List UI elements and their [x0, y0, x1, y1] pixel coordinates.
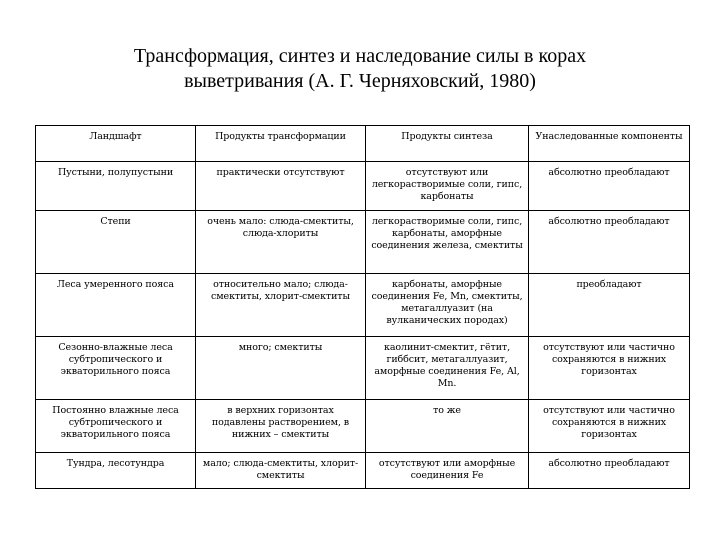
table-cell: очень мало: слюда-смектиты, слюда-хлориты [196, 211, 366, 274]
table-cell: абсолютно преобладают [529, 162, 690, 211]
table-cell: отсутствуют или частично сохраняются в нижних горизонтах [529, 337, 690, 400]
table-cell: отсутствуют или аморфные соединения Fe [366, 453, 529, 489]
header-synthesis-products: Продукты синтеза [366, 126, 529, 162]
table-cell: много; смектиты [196, 337, 366, 400]
table-cell: абсолютно преобладают [529, 211, 690, 274]
table-row [36, 337, 690, 400]
table-cell: карбонаты, аморфные соединения Fe, Mn, смектиты, метагаллуазит (на вулканических породах) [366, 274, 529, 337]
header-landscape: Ландшафт [36, 126, 196, 162]
table-cell: легкорастворимые соли, гипс, карбонаты, аморфные соединения железа, смектиты [366, 211, 529, 274]
title-line-1: Трансформация, синтез и наследование силы в корах [133, 45, 587, 67]
table-cell: Сезонно-влажные леса субтропического и экваторильного пояса [36, 337, 196, 400]
table-cell: Степи [36, 211, 196, 274]
table-header-row [36, 126, 690, 162]
table-cell: то же [366, 400, 529, 453]
table-cell: в верхних горизонтах подавлены растворением, в нижних – смектиты [196, 400, 366, 453]
table-cell: отсутствуют или легкорастворимые соли, гипс, карбонаты [366, 162, 529, 211]
header-inherited-components: Унаследованные компоненты [529, 126, 690, 162]
table-cell: отсутствуют или частично сохраняются в нижних горизонтах [529, 400, 690, 453]
table-row [36, 211, 690, 274]
table-row [36, 162, 690, 211]
weathering-table [35, 125, 690, 489]
table-cell: Тундра, лесотундра [36, 453, 196, 489]
table-row [36, 274, 690, 337]
table-cell: мало; слюда-смектиты, хлорит-смектиты [196, 453, 366, 489]
table-cell: каолинит-смектит, гётит, гиббсит, метагаллуазит, аморфные соединения Fe, Al, Mn. [366, 337, 529, 400]
title-line-2: выветривания (А. Г. Черняховский, 1980) [184, 70, 536, 92]
page-title [0, 44, 720, 94]
table-cell: Постоянно влажные леса субтропического и экваторильного пояса [36, 400, 196, 453]
table-row [36, 453, 690, 489]
table-cell: абсолютно преобладают [529, 453, 690, 489]
header-transformation-products: Продукты трансформации [196, 126, 366, 162]
table-cell: Пустыни, полупустыни [36, 162, 196, 211]
table-cell: относительно мало; слюда-смектиты, хлорит-смектиты [196, 274, 366, 337]
table-row [36, 400, 690, 453]
table-cell: преобладают [529, 274, 690, 337]
table-cell: практически отсутствуют [196, 162, 366, 211]
table-cell: Леса умеренного пояса [36, 274, 196, 337]
